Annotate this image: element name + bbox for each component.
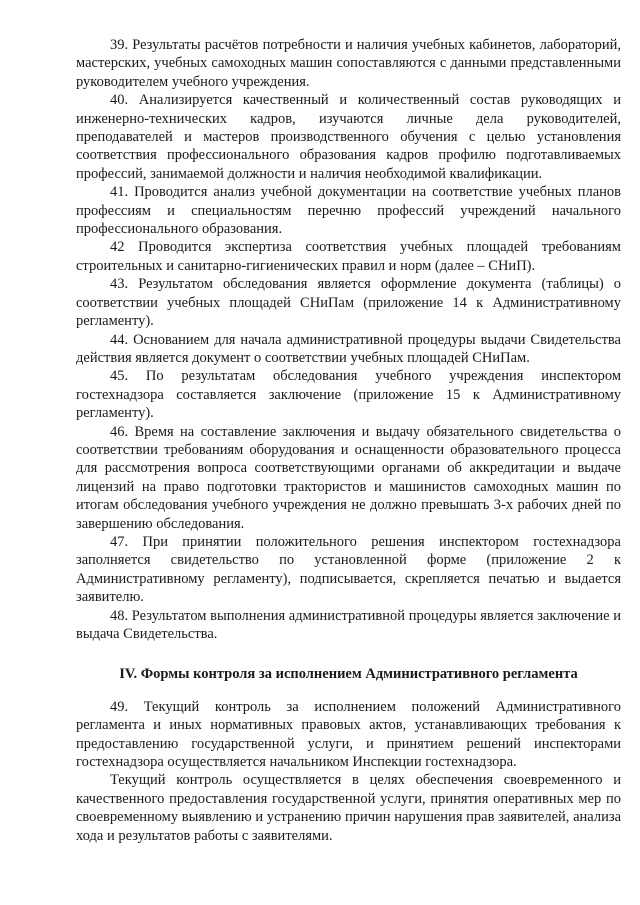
document-page — [76, 36, 621, 845]
paragraph-43: 43. Результатом обследования является оформление документа (таблицы) о соответствии учебных площадей СНиПам (приложение 14 к Административному регламенту). — [76, 276, 621, 330]
section-heading: IV. Формы контроля за исполнением Административного регламента — [119, 666, 578, 683]
paragraph-41: 41. Проводится анализ учебной документации на соответствие учебных планов профессиям и специальностям перечню профессий учреждений начального профессионального образования. — [76, 184, 621, 238]
paragraph-45: 45. По результатам обследования учебного учреждения инспектором гостехнадзора составляется заключение (приложение 15 к Административному регламенту). — [76, 368, 621, 422]
paragraph-42: 42 Проводится экспертиза соответствия учебных площадей требованиям строительных и санитарно-гигиенических правил и норм (далее – СНиП). — [76, 239, 621, 274]
paragraph-46: 46. Время на составление заключения и выдачу обязательного свидетельства о соответствии требованиям оборудования и оснащенности образовательного процесса для рассмотрения вопроса соответствующими органами об аккредитации и выдаче лицензий на право подготовки трактористов и машинистов самоходных машин по итогам обследования учебного учреждения не должно превышать 3-х рабочих дней по завершению обследования. — [76, 423, 621, 532]
paragraph-44: 44. Основанием для начала административной процедуры выдачи Свидетельства действия является документ о соответствии учебных площадей СНиПам. — [76, 331, 621, 366]
paragraph-current-control: Текущий контроль осуществляется в целях обеспечения своевременного и качественного предоставления государственной услуги, принятия оперативных мер по своевременному выявлению и устранению причин нарушения прав заявителей, анализа хода и результатов работы с заявителями. — [76, 772, 621, 844]
paragraph-49: 49. Текущий контроль за исполнением положений Административного регламента и иных нормативных правовых актов, устанавливающих требования к предоставлению государственной услуги, и принятием решений инспекторами гостехнадзора осуществляется начальником Инспекции гостехнадзора. — [76, 698, 621, 771]
paragraph-47: 47. При принятии положительного решения инспектором гостехнадзора заполняется свидетельство по установленной форме (приложение 2 к Административному регламенту), подписывается, скрепляется печатью и выдается заявителю. — [76, 533, 621, 606]
paragraph-40: 40. Анализируется качественный и количественный состав руководящих и инженерно-технических кадров, изучаются личные дела руководителей, преподавателей и мастеров производственного обучения с целью установления соответствия профессионального образования кадров профилю подготавливаемых профессий, занимаемой должности и наличия необходимой квалификации. — [76, 92, 621, 182]
paragraph-39: 39. Результаты расчётов потребности и наличия учебных кабинетов, лабораторий, мастерских, учебных самоходных машин сопоставляются с данными представленными руководителем учебного учреждения. — [76, 37, 621, 90]
paragraph-48: 48. Результатом выполнения административной процедуры является заключение и выдача Свидетельства. — [76, 607, 621, 642]
